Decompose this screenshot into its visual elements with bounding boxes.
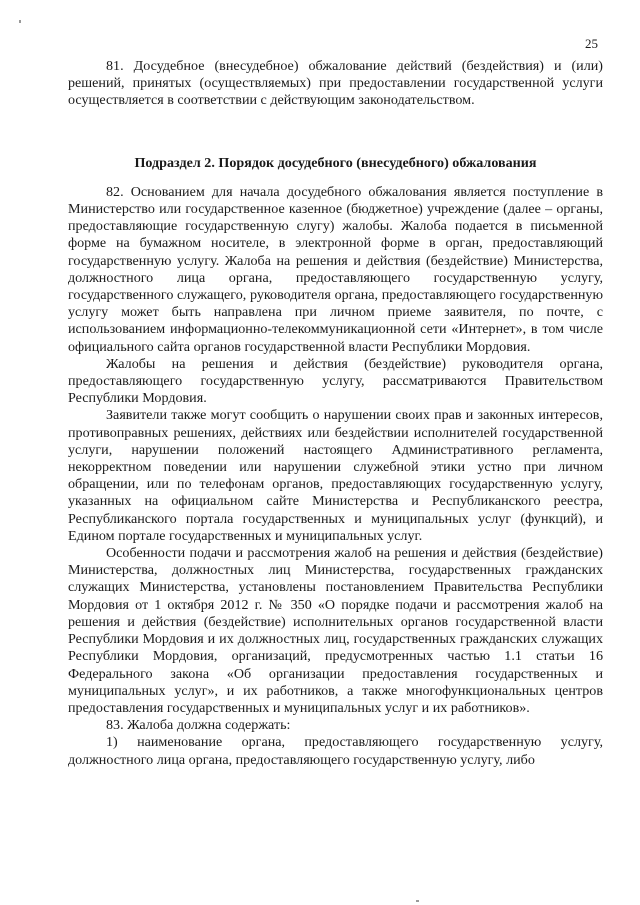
paragraph-83: 83. Жалоба должна содержать: — [106, 717, 291, 734]
paragraph-81: 81. Досудебное (внесудебное) обжалование действий (бездействия) и (или) решений, принятых (осуществляемых) при предоставлении государственной услуги осуществляется в соответствии с действующим законодательством. — [68, 58, 603, 109]
scan-speck — [416, 900, 419, 902]
paragraph-complaints-government: Жалобы на решения и действия (бездействие) руководителя органа, предоставляющего государственную услугу, рассматриваются Правительством Республики Мордовия. — [68, 355, 603, 407]
scan-speck — [19, 20, 21, 23]
paragraph-82: 82. Основанием для начала досудебного обжалования является поступление в Министерство или государственное казенное (бюджетное) учреждение (далее – органы, предоставляющие государственную слугу) жалобы. Жалоба подается в письменной форме на бумажном носителе, в электронной форме в орган, предоставляющий государственную услугу. Жалоба на решения и действия (бездействие) Министерства, должностного лица органа, предоставляющего государственную услугу, государственного служащего, руководителя органа, предоставляющего государственную услугу может быть направлена при личном приеме заявителя, по почте, с использованием информационно-телекоммуникационной сети «Интернет», в том числе официального сайта органов государственной власти Республики Мордовия. — [68, 183, 603, 355]
paragraph-applicants-report: Заявители также могут сообщить о нарушении своих прав и законных интересов, противоправных решениях, действиях или бездействии исполнителей государственной услуги, нарушении положений настоящего Административного регламента, некорректном поведении или нарушении служебной этики устно при личном обращении, или по телефонам органов, предоставляющих государственную услугу, указанных на официальном сайте Министерства и Республиканского реестра, Республиканского портала государственных и муниципальных услуг (функций), и Едином портале государственных и муниципальных услуг. — [68, 407, 603, 544]
section-heading: Подраздел 2. Порядок досудебного (внесудебного) обжалования — [134, 154, 537, 171]
paragraph-complaint-specifics: Особенности подачи и рассмотрения жалоб на решения и действия (бездействие) Министерства, должностных лиц Министерства, государственных гражданских служащих Министерства, установлены постановлением Правительства Республики Мордовия от 1 октября 2012 г. № 350 «О порядке подачи и рассмотрения жалоб на решения и действия (бездействие) исполнительных органов государственной власти Республики Мордовия и их должностных лиц, государственных гражданских служащих Республики Мордовия, организаций, предусмотренных частью 1.1 статьи 16 Федерального закона «Об организации предоставления государственных и муниципальных услуг», и их работников, а также многофункциональных центров предоставления государственных и муниципальных услуг и их работников». — [68, 545, 603, 716]
paragraph-83-item-1: 1) наименование органа, предоставляющего государственную услугу, должностного лица органа, предоставляющего государственную услугу, либо — [68, 734, 603, 768]
page-number: 25 — [585, 36, 598, 51]
